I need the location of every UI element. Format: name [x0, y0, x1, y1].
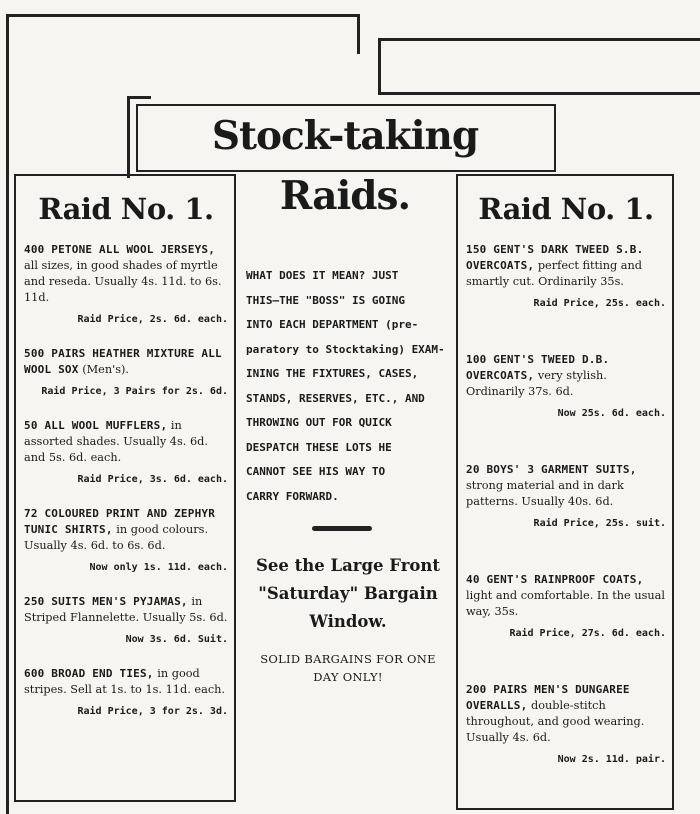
item-description: in good colours. Usually 4s. 6d. to 6s. 6d. — [24, 523, 209, 552]
item-price: Raid Price, 25s. each. — [533, 298, 666, 309]
item-price: Raid Price, 2s. 6d. each. — [77, 314, 228, 325]
item-price: Raid Price, 27s. 6d. each. — [509, 628, 666, 639]
see-line: "Saturday" Bargain — [258, 584, 438, 603]
left-heading: Raid No. 1. — [38, 192, 214, 226]
item-price: Raid Price, 3 for 2s. 3d. — [77, 706, 228, 717]
item-caption: 400 PETONE ALL WOOL JERSEYS, — [24, 243, 216, 256]
right-heading: Raid No. 1. — [478, 192, 654, 226]
item-price: Now 2s. 11d. pair. — [557, 754, 666, 765]
center-line: STANDS, RESERVES, ETC., AND — [246, 391, 425, 405]
title-frame-left-rule — [127, 96, 130, 178]
right-item-2 — [466, 352, 666, 422]
page-title: Stock-taking Raids. — [211, 113, 479, 219]
item-description: in assorted shades. Usually 4s. 6d. and 5s. 6d. each. — [24, 419, 208, 464]
item-caption: 72 COLOURED PRINT AND ZEPHYR TUNIC SHIRTS, — [24, 507, 216, 536]
right-item-1 — [466, 242, 666, 312]
item-price: Now 3s. 6d. Suit. — [125, 634, 228, 645]
item-description: in Striped Flannelette. Usually 5s. 6d. — [24, 595, 228, 624]
center-line: CARRY FORWARD. — [246, 489, 339, 503]
center-line: THIS—THE "BOSS" IS GOING — [246, 293, 405, 307]
right-column — [466, 192, 666, 768]
left-item-2 — [24, 346, 228, 400]
item-caption: 100 GENT'S TWEED D.B. OVERCOATS, — [466, 353, 610, 382]
left-item-1 — [24, 242, 228, 328]
solid-bargains-line: DAY ONLY! — [313, 670, 383, 684]
center-line: INTO EACH DEPARTMENT (pre- — [246, 318, 419, 331]
right-item-3 — [466, 462, 666, 532]
item-caption: 250 SUITS MEN'S PYJAMAS, — [24, 595, 188, 608]
see-window-block — [246, 552, 450, 686]
left-item-4 — [24, 506, 228, 576]
item-price: Now only 1s. 11d. each. — [89, 562, 228, 573]
center-line: INING THE FIXTURES, CASES, — [246, 367, 419, 380]
solid-bargains-line: SOLID BARGAINS FOR ONE — [260, 652, 436, 666]
item-description: (Men's). — [82, 363, 130, 376]
center-line: WHAT DOES IT MEAN? JUST — [246, 269, 399, 282]
item-description: very stylish. Ordinarily 37s. 6d. — [466, 369, 607, 398]
top-right-rule — [378, 38, 700, 41]
title-frame-top-rule — [127, 96, 151, 99]
item-description: in good stripes. Sell at 1s. to 1s. 11d. each. — [24, 667, 226, 696]
left-item-3 — [24, 418, 228, 488]
left-column — [24, 192, 228, 720]
item-caption: 600 BROAD END TIES, — [24, 667, 154, 680]
item-description: strong material and in dark patterns. Usually 40s. 6d. — [466, 479, 624, 508]
item-price: Raid Price, 3 Pairs for 2s. 6d. — [41, 386, 228, 397]
top-right-lower-rule — [378, 92, 700, 95]
item-price: Raid Price, 25s. suit. — [533, 518, 666, 529]
center-line: paratory to Stocktaking) EXAM- — [246, 342, 445, 356]
item-description: perfect fitting and smartly cut. Ordinarily 35s. — [466, 259, 643, 288]
top-left-rule — [6, 14, 360, 17]
see-line: See the Large Front — [255, 556, 441, 575]
item-caption: 20 BOYS' 3 GARMENT SUITS, — [466, 463, 637, 476]
ornamental-dash — [312, 526, 372, 531]
item-description: double-stitch throughout, and good wearing. Usually 4s. 6d. — [466, 699, 645, 744]
item-description: all sizes, in good shades of myrtle and reseda. Usually 4s. 11d. to 6s. 11d. — [24, 259, 222, 304]
center-column — [246, 264, 450, 509]
item-caption: 500 PAIRS HEATHER MIXTURE ALL WOOL SOX — [24, 347, 222, 376]
item-caption: 50 ALL WOOL MUFFLERS, — [24, 419, 168, 432]
left-item-6 — [24, 666, 228, 720]
center-line: THROWING OUT FOR QUICK — [246, 416, 392, 429]
see-line: Window. — [309, 612, 387, 631]
item-caption: 200 PAIRS MEN'S DUNGAREE OVERALLS, — [466, 683, 630, 712]
top-left-drop-rule — [357, 14, 360, 54]
item-price: Raid Price, 3s. 6d. each. — [77, 474, 228, 485]
left-border-rule — [6, 14, 9, 814]
center-line: DESPATCH THESE LOTS HE — [246, 440, 392, 454]
item-caption: 150 GENT'S DARK TWEED S.B. OVERCOATS, — [466, 243, 644, 272]
right-item-4 — [466, 572, 666, 642]
right-item-5 — [466, 682, 666, 768]
item-price: Now 25s. 6d. each. — [557, 408, 666, 419]
item-description: light and comfortable. In the usual way, 35s. — [466, 589, 666, 618]
item-caption: 40 GENT'S RAINPROOF COATS, — [466, 573, 644, 586]
left-item-5 — [24, 594, 228, 648]
top-right-drop-rule — [378, 38, 381, 94]
center-line: CANNOT SEE HIS WAY TO — [246, 465, 386, 478]
